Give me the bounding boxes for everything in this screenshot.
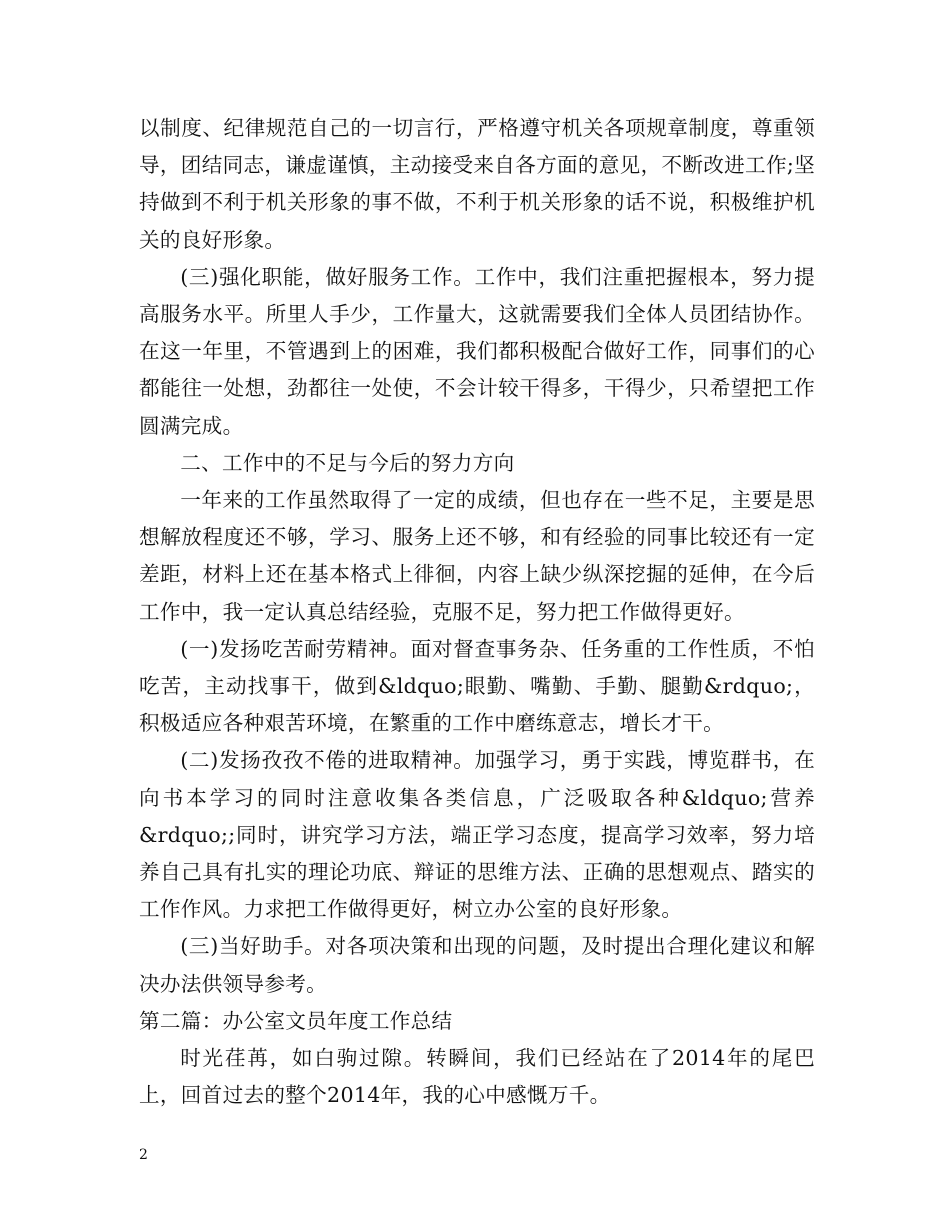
paragraph-1: 以制度、纪律规范自己的一切言行，严格遵守机关各项规章制度，尊重领导，团结同志，谦虚谨慎，主动接受来自各方面的意见，不断改进工作;坚持做到不利于机关形象的事不做，不利于机关形象的话不说，积极维护机关的良好形象。 [139, 116, 815, 252]
paragraph-2: (三)强化职能，做好服务工作。工作中，我们注重把握根本，努力提高服务水平。所里人手少，工作量大，这就需要我们全体人员团结协作。在这一年里，不管遇到上的困难，我们都积极配合做好工作，同事们的心都能往一处想，劲都往一处使，不会计较干得多，干得少，只希望把工作圆满完成。 [139, 264, 815, 438]
chapter-title: 第二篇：办公室文员年度工作总结 [139, 1008, 453, 1033]
paragraph-5: (二)发扬孜孜不倦的进取精神。加强学习，勇于实践，博览群书，在向书本学习的同时注意收集各类信息，广泛吸取各种&ldquo;营养&rdquo;;同时，讲究学习方法，端正学习态度，提高学习效率，努力培养自己具有扎实的理论功底、辩证的思维方法、正确的思想观点、踏实的工作作风。力求把工作做得更好，树立办公室的良好形象。 [139, 748, 815, 922]
paragraph-6: (三)当好助手。对各项决策和出现的问题，及时提出合理化建议和解决办法供领导参考。 [139, 934, 815, 996]
section-heading: 二、工作中的不足与今后的努力方向 [180, 450, 515, 475]
paragraph-3: 一年来的工作虽然取得了一定的成绩，但也存在一些不足，主要是思想解放程度还不够，学习、服务上还不够，和有经验的同事比较还有一定差距，材料上还在基本格式上徘徊，内容上缺少纵深挖掘的延伸，在今后工作中，我一定认真总结经验，克服不足，努力把工作做得更好。 [139, 488, 815, 624]
paragraph-4: (一)发扬吃苦耐劳精神。面对督查事务杂、任务重的工作性质，不怕吃苦，主动找事干，做到&ldquo;眼勤、嘴勤、手勤、腿勤&rdquo;，积极适应各种艰苦环境，在繁重的工作中磨练意志，增长才干。 [139, 636, 815, 736]
page-number: 2 [139, 1147, 148, 1163]
body-text [139, 110, 815, 1114]
paragraph-7: 时光荏苒，如白驹过隙。转瞬间，我们已经站在了2014年的尾巴上，回首过去的整个2014年，我的心中感慨万千。 [139, 1046, 815, 1108]
